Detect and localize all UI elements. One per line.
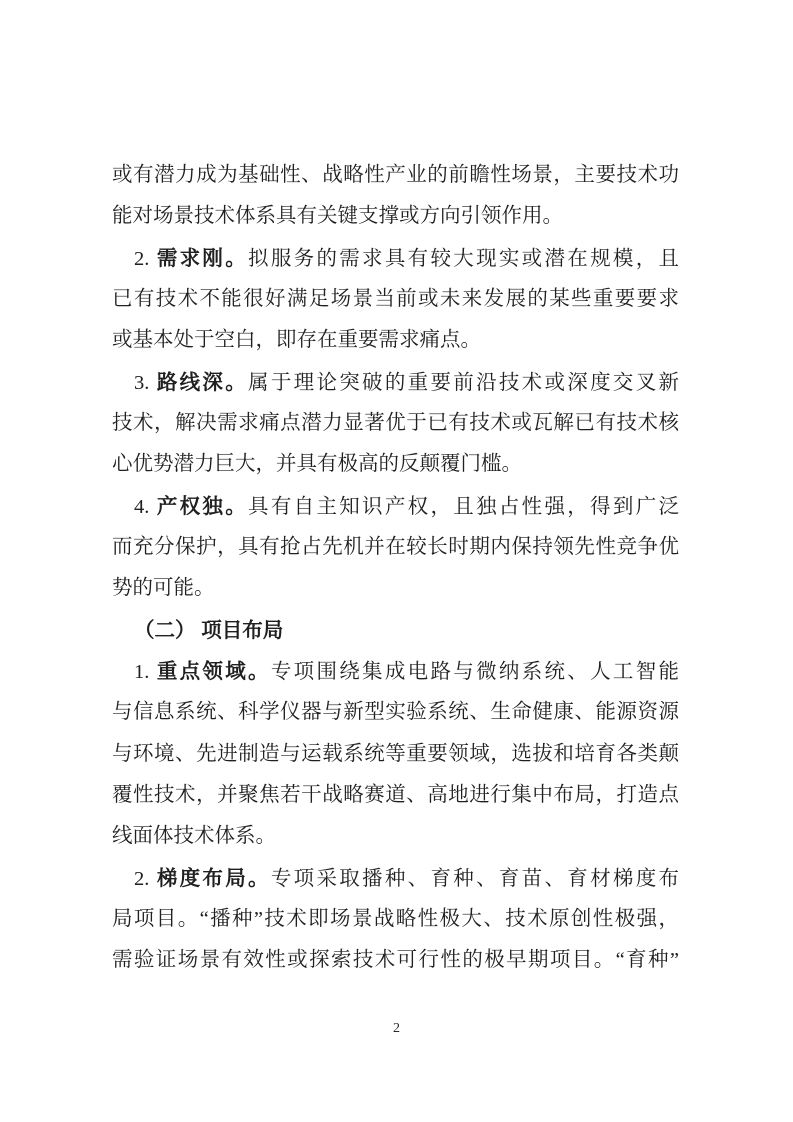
text-line	[112, 692, 679, 733]
text-line	[112, 775, 679, 816]
text-line	[112, 940, 679, 981]
text-line	[112, 155, 679, 196]
document-body	[112, 155, 679, 982]
bold-term: 梯度布局。	[156, 866, 271, 890]
text-run: 2.	[134, 247, 157, 270]
text-line	[112, 238, 679, 279]
text-line	[112, 279, 679, 320]
text-run: 4.	[134, 495, 157, 518]
text-line	[112, 444, 679, 485]
text-line	[112, 320, 679, 361]
text-run: 与环境、先进制造与运载系统等重要领域，选拔和培育各类颠	[112, 742, 679, 765]
text-run: 局项目。“播种”技术即场景战略性极大、技术原创性极强，	[112, 907, 679, 930]
page-footer	[0, 1020, 793, 1038]
bold-term: （二） 项目布局	[134, 618, 284, 642]
section-heading	[112, 610, 679, 651]
text-run: 专项围绕集成电路与微纳系统、人工智能	[270, 660, 679, 683]
text-line	[112, 527, 679, 568]
text-line	[112, 734, 679, 775]
bold-term: 产权独。	[156, 494, 249, 518]
text-run: 专项采取播种、育种、育苗、育材梯度布	[270, 867, 679, 890]
text-line	[112, 899, 679, 940]
text-run: 属于理论突破的重要前沿技术或深度交叉新	[248, 371, 679, 394]
text-run: 3.	[134, 371, 157, 394]
text-run: 已有技术不能很好满足场景当前或未来发展的某些重要要求	[112, 287, 679, 310]
bold-term: 重点领域。	[156, 659, 271, 683]
text-run: 与信息系统、科学仪器与新型实验系统、生命健康、能源资源	[112, 701, 679, 724]
text-line	[112, 858, 679, 899]
text-line	[112, 486, 679, 527]
text-run: 技术，解决需求痛点潜力显著优于已有技术或瓦解已有技术核	[112, 411, 679, 434]
text-run: 覆性技术，并聚焦若干战略赛道、高地进行集中布局，打造点	[112, 783, 679, 806]
text-line	[112, 568, 679, 609]
text-run: 而充分保护，具有抢占先机并在较长时期内保持领先性竞争优	[112, 535, 679, 558]
text-line	[112, 196, 679, 237]
text-run: 能对场景技术体系具有关键支撑或方向引领作用。	[112, 205, 563, 228]
bold-term: 路线深。	[156, 370, 249, 394]
text-run: 1.	[134, 660, 157, 683]
text-run: 2.	[134, 867, 157, 890]
text-run: 势的可能。	[112, 577, 215, 600]
text-run: 需验证场景有效性或探索技术可行性的极早期项目。“育种”	[112, 949, 679, 972]
text-line	[112, 816, 679, 857]
text-run: 拟服务的需求具有较大现实或潜在规模，且	[248, 247, 679, 270]
text-line	[112, 362, 679, 403]
text-run: 具有自主知识产权，且独占性强，得到广泛	[248, 495, 679, 518]
text-line	[112, 651, 679, 692]
text-run: 或基本处于空白，即存在重要需求痛点。	[112, 329, 481, 352]
text-run: 或有潜力成为基础性、战略性产业的前瞻性场景，主要技术功	[112, 164, 679, 186]
bold-term: 需求刚。	[156, 246, 249, 270]
text-line	[112, 403, 679, 444]
page-number: 2	[393, 1021, 400, 1036]
text-run: 心优势潜力巨大，并具有极高的反颠覆门槛。	[112, 453, 522, 476]
text-run: 线面体技术体系。	[112, 825, 276, 848]
